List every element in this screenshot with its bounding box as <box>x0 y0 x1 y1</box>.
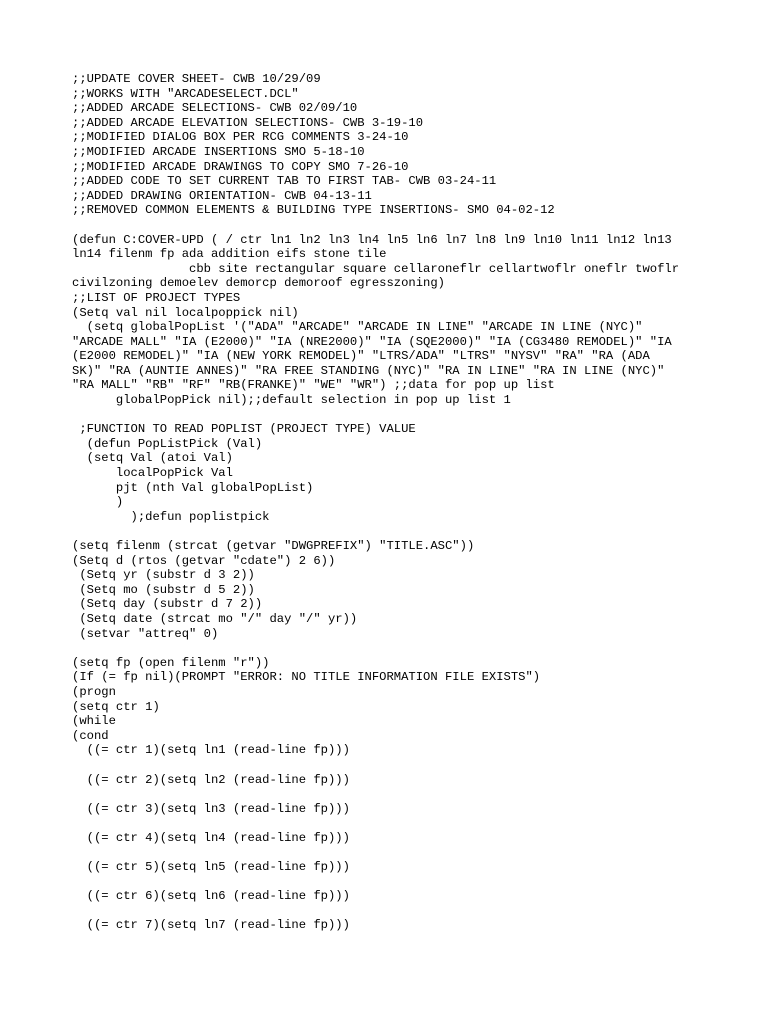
code-line <box>72 408 732 423</box>
code-line: (Setq day (substr d 7 2)) <box>72 597 263 612</box>
comment-line: ;;ADDED ARCADE SELECTIONS- CWB 02/09/10 <box>72 101 358 116</box>
code-line: (setvar "attreq" 0) <box>72 626 219 641</box>
code-line: (setq fp (open filenm "r")) <box>72 655 270 670</box>
code-line <box>72 758 732 773</box>
code-line: (If (= fp nil)(PROMPT "ERROR: NO TITLE INFORMATION FILE EXISTS") <box>72 670 541 685</box>
code-line: (Setq yr (substr d 3 2)) <box>72 568 255 583</box>
code-line: (setq globalPopList '("ADA" "ARCADE" "ARCADE IN LINE" "ARCADE IN LINE (NYC)" <box>72 320 643 335</box>
code-line: (defun C:COVER-UPD ( / ctr ln1 ln2 ln3 ln4 ln5 ln6 ln7 ln8 ln9 ln10 ln11 ln12 ln13 <box>72 232 672 247</box>
comment-line: ;;ADDED DRAWING ORIENTATION- CWB 04-13-11 <box>72 188 372 203</box>
code-line <box>72 218 732 233</box>
code-document <box>72 72 732 933</box>
code-line: localPopPick Val <box>72 466 233 481</box>
code-line <box>72 875 732 890</box>
code-line: SK)" "RA (AUNTIE ANNES)" "RA FREE STANDING (NYC)" "RA IN LINE" "RA IN LINE (NYC)" <box>72 363 665 378</box>
code-line: (E2000 REMODEL)" "IA (NEW YORK REMODEL)" "LTRS/ADA" "LTRS" "NYSV" "RA" "RA (ADA <box>72 349 650 364</box>
comment-line: ;;UPDATE COVER SHEET- CWB 10/29/09 <box>72 72 321 86</box>
code-line: (while <box>72 714 116 729</box>
code-line: ((= ctr 6)(setq ln6 (read-line fp))) <box>72 889 350 904</box>
code-line <box>72 816 732 831</box>
comment-line: ;;ADDED CODE TO SET CURRENT TAB TO FIRST TAB- CWB 03-24-11 <box>72 174 497 189</box>
comment-line: ;;ADDED ARCADE ELEVATION SELECTIONS- CWB 3-19-10 <box>72 115 424 130</box>
code-line: (setq Val (atoi Val) <box>72 451 233 466</box>
code-line: (setq ctr 1) <box>72 699 160 714</box>
code-line: cbb site rectangular square cellaroneflr cellartwoflr oneflr twoflr <box>72 261 680 276</box>
comment-line: ;;LIST OF PROJECT TYPES <box>72 290 241 305</box>
code-line <box>72 524 732 539</box>
code-line: ln14 filenm fp ada addition eifs stone tile <box>72 247 387 262</box>
code-line <box>72 641 732 656</box>
code-line: );defun poplistpick <box>72 509 270 524</box>
code-line: "ARCADE MALL" "IA (E2000)" "IA (NRE2000)" "IA (SQE2000)" "IA (CG3480 REMODEL)" "IA <box>72 334 672 349</box>
code-line <box>72 904 732 919</box>
code-line: (cond <box>72 728 109 743</box>
code-line: ((= ctr 2)(setq ln2 (read-line fp))) <box>72 772 350 787</box>
code-line: "RA MALL" "RB" "RF" "RB(FRANKE)" "WE" "WR") ;;data for pop up list <box>72 378 555 393</box>
code-line: (Setq val nil localpoppick nil) <box>72 305 299 320</box>
code-line: (Setq mo (substr d 5 2)) <box>72 582 255 597</box>
code-line: ((= ctr 3)(setq ln3 (read-line fp))) <box>72 801 350 816</box>
code-line: pjt (nth Val globalPopList) <box>72 480 314 495</box>
code-line: (setq filenm (strcat (getvar "DWGPREFIX") "TITLE.ASC")) <box>72 539 475 553</box>
code-line: ((= ctr 4)(setq ln4 (read-line fp))) <box>72 830 350 845</box>
code-line: civilzoning demoelev demorcp demoroof egresszoning) <box>72 276 445 291</box>
code-line: ((= ctr 7)(setq ln7 (read-line fp))) <box>72 918 350 933</box>
comment-line: ;;MODIFIED DIALOG BOX PER RCG COMMENTS 3-24-10 <box>72 130 409 145</box>
code-line: (Setq d (rtos (getvar "cdate") 2 6)) <box>72 553 336 568</box>
code-line <box>72 845 732 860</box>
comment-line: ;;WORKS WITH "ARCADESELECT.DCL" <box>72 86 299 101</box>
code-line: (defun PopListPick (Val) <box>72 436 263 451</box>
comment-line: ;;MODIFIED ARCADE INSERTIONS SMO 5-18-10 <box>72 144 365 159</box>
comment-line: ;FUNCTION TO READ POPLIST (PROJECT TYPE) VALUE <box>72 422 416 437</box>
code-line: ((= ctr 1)(setq ln1 (read-line fp))) <box>72 743 350 758</box>
comment-line: ;;MODIFIED ARCADE DRAWINGS TO COPY SMO 7-26-10 <box>72 159 409 174</box>
code-line: globalPopPick nil);;default selection in pop up list 1 <box>72 393 511 408</box>
code-line: (Setq date (strcat mo "/" day "/" yr)) <box>72 611 358 626</box>
comment-line: ;;REMOVED COMMON ELEMENTS & BUILDING TYPE INSERTIONS- SMO 04-02-12 <box>72 203 555 218</box>
code-line: ((= ctr 5)(setq ln5 (read-line fp))) <box>72 860 350 875</box>
code-line <box>72 787 732 802</box>
code-line: (progn <box>72 684 116 699</box>
code-line: ) <box>72 495 124 510</box>
